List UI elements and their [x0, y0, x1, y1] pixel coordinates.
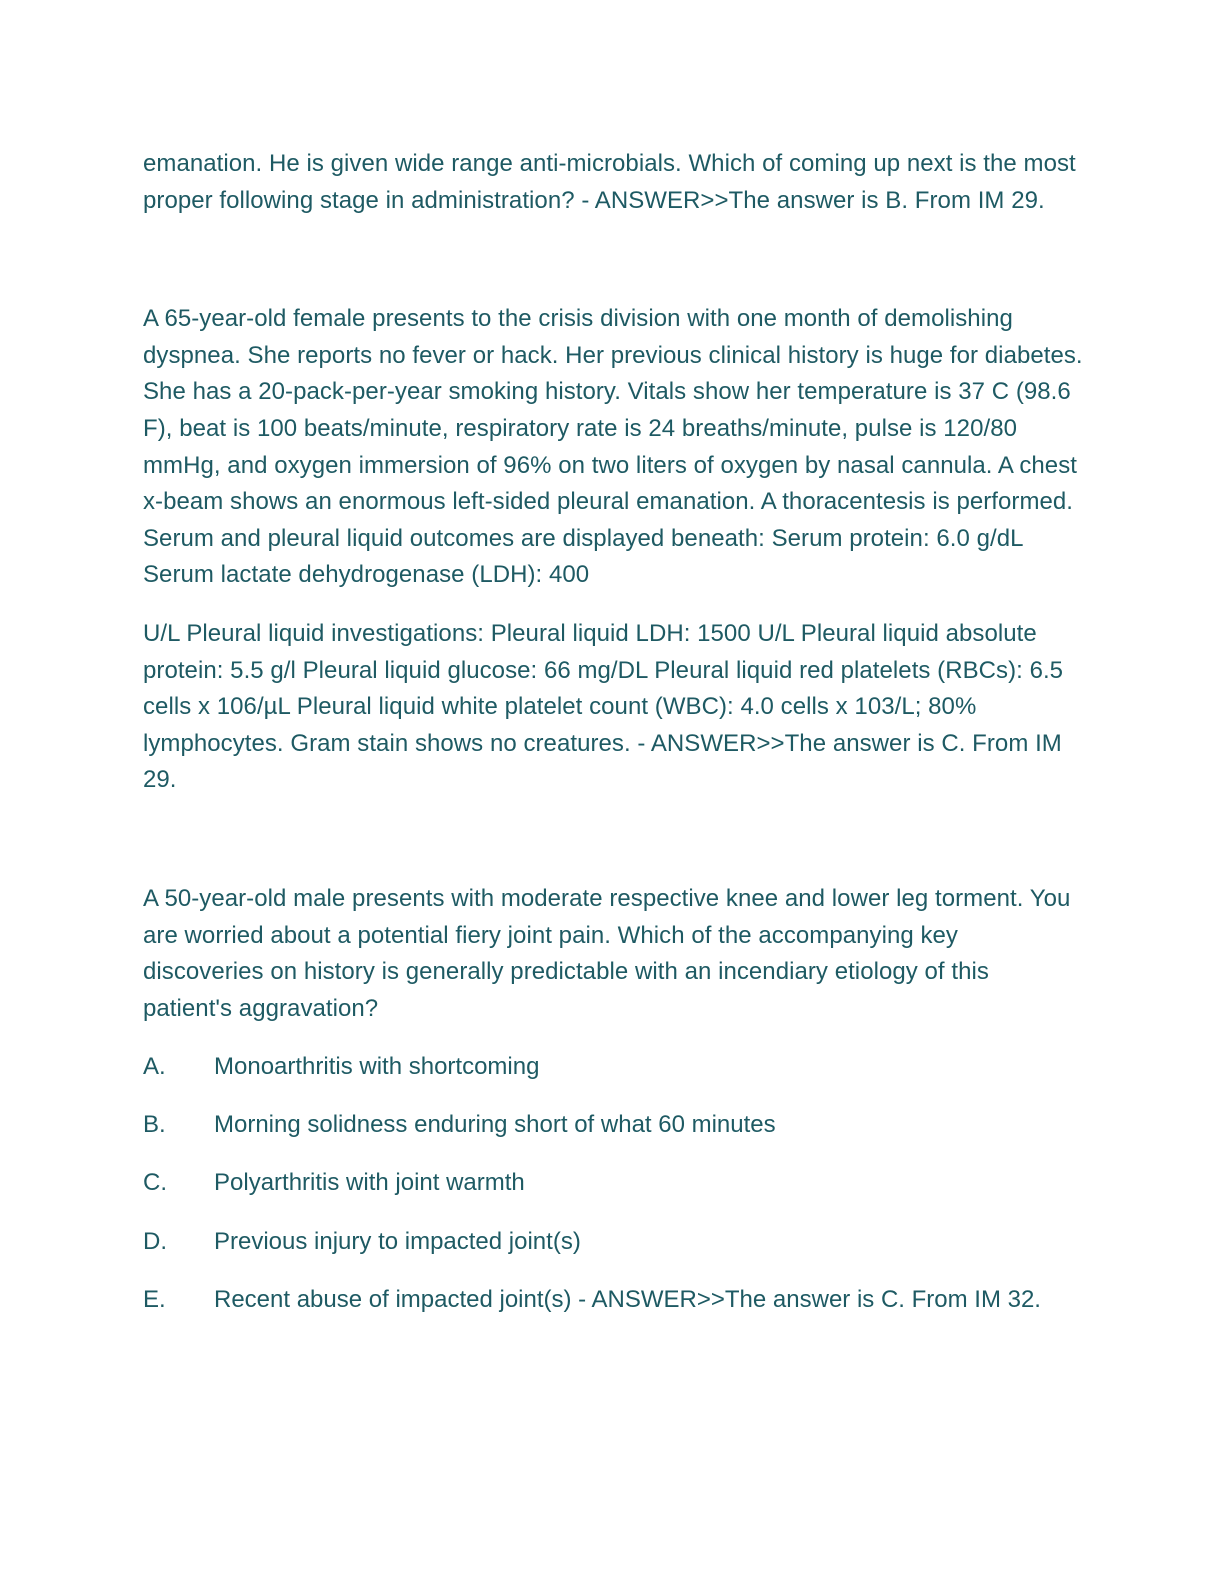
- option-letter: E.: [143, 1285, 166, 1313]
- paragraph-pleural-fluid-results-answer: U/L Pleural liquid investigations: Pleural liquid LDH: 1500 U/L Pleural liquid absolute protein: 5.5 g/l Pleural liquid glucose: 66 mg/DL Pleural liquid red platelets (RBCs): 6.5 cells x 106/µL Pleural liquid white platelet count (WBC): 4.0 cells x 103/L; 80% lymphocytes. Gram stain shows no creatures. - ANSWER>>The answer is C. From IM 29.: [143, 619, 1064, 794]
- answer-option-e: [143, 1282, 1083, 1319]
- answer-option-b: [143, 1107, 1083, 1144]
- option-text: Monoarthritis with shortcoming: [214, 1053, 540, 1081]
- option-text: Recent abuse of impacted joint(s) - ANSWER>>The answer is C. From IM 32.: [214, 1285, 1041, 1313]
- paragraph-previous-question-answer: emanation. He is given wide range anti-microbials. Which of coming up next is the most proper following stage in administration? - ANSWER>>The answer is B. From IM 29.: [143, 150, 1076, 214]
- answer-option-c: [143, 1165, 1083, 1202]
- option-letter: A.: [143, 1053, 166, 1081]
- option-letter: D.: [143, 1227, 167, 1255]
- document-page: [143, 146, 1083, 1340]
- paragraph-joint-pain-question: A 50-year-old male presents with moderate respective knee and lower leg torment. You are worried about a potential fiery joint pain. Which of the accompanying key discoveries on history is generally predictable with an incendiary etiology of this patient's aggravation?: [143, 884, 1071, 1022]
- option-letter: C.: [143, 1169, 167, 1197]
- answer-option-d: [143, 1224, 1083, 1261]
- spacer: [143, 594, 1083, 616]
- option-text: Previous injury to impacted joint(s): [214, 1227, 581, 1255]
- spacer: [143, 799, 1083, 881]
- answer-option-a: [143, 1049, 1083, 1086]
- spacer: [143, 219, 1083, 301]
- option-text: Polyarthritis with joint warmth: [214, 1169, 525, 1197]
- option-letter: B.: [143, 1111, 166, 1139]
- paragraph-pleural-effusion-case: A 65-year-old female presents to the crisis division with one month of demolishing dyspnea. She reports no fever or hack. Her previous clinical history is huge for diabetes. She has a 20-pack-per-year smoking history. Vitals show her temperature is 37 C (98.6 F), beat is 100 beats/minute, respiratory rate is 24 breaths/minute, pulse is 120/80 mmHg, and oxygen immersion of 96% on two liters of oxygen by nasal cannula. A chest x-beam shows an enormous left-sided pleural emanation. A thoracentesis is performed. Serum and pleural liquid outcomes are displayed beneath: Serum protein: 6.0 g/dL Serum lactate dehydrogenase (LDH): 400: [143, 305, 1083, 589]
- option-text: Morning solidness enduring short of what 60 minutes: [214, 1111, 776, 1139]
- spacer: [143, 1027, 1083, 1049]
- answer-options-list: [143, 1049, 1083, 1318]
